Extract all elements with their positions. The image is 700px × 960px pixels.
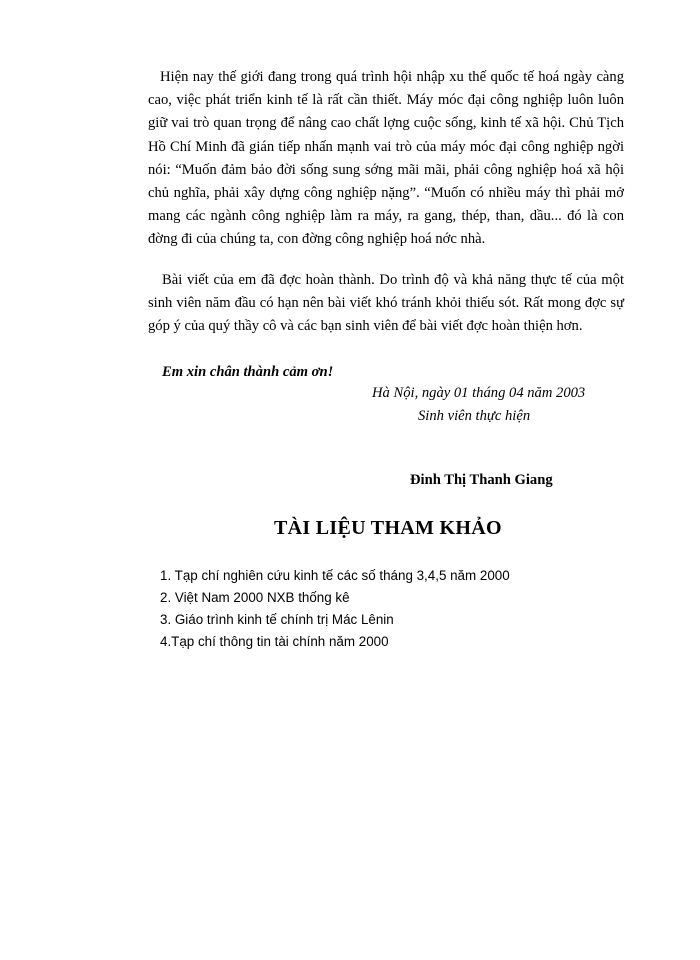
reference-item-2: 2. Việt Nam 2000 NXB thống kê	[160, 590, 350, 605]
body-paragraph-2: Bài viết của em đã đợc hoàn thành. Do trình độ và khả năng thực tế của một sinh viên năm đầu có hạn nên bài viết khó tránh khỏi thiếu sót. Rất mong đợc sự góp ý của quý thầy cô và các bạn sinh viên để bài viết đợc hoàn thiện hơn.	[148, 272, 624, 335]
thanks-line: Em xin chân thành cảm ơn!	[162, 364, 334, 380]
reference-item-4: 4.Tạp chí thông tin tài chính năm 2000	[160, 634, 389, 649]
references-title: TÀI LIỆU THAM KHẢO	[274, 517, 502, 539]
reference-item-3: 3. Giáo trình kinh tế chính trị Mác Lênin	[160, 612, 394, 627]
signature-role: Sinh viên thực hiện	[418, 408, 531, 424]
author-name: Đinh Thị Thanh Giang	[410, 472, 553, 488]
body-paragraph-1: Hiện nay thế giới đang trong quá trình hội nhập xu thế quốc tế hoá ngày càng cao, việc phát triển kinh tế là rất cần thiết. Máy móc đại công nghiệp luôn luôn giữ vai trò quan trọng để nâng cao chất lợng cuộc sống, kinh tế xã hội. Chủ Tịch Hồ Chí Minh đã gián tiếp nhấn mạnh vai trò của máy móc đại công nghiệp ngời nói: “Muốn đảm bảo đời sống sung sớng mãi mãi, phải công nghiệp hoá xã hội chủ nghĩa, phải xây dựng công nghiệp nặng”. “Muốn có nhiều máy thì phải mở mang các ngành công nghiệp làm ra máy, ra gang, thép, than, dầu... đó là con đờng đi của chúng ta, con đờng công nghiệp hoá nớc nhà.	[148, 69, 624, 248]
references-list	[160, 565, 510, 653]
reference-item-1: 1. Tạp chí nghiên cứu kinh tế các số tháng 3,4,5 năm 2000	[160, 568, 510, 583]
signature-date: Hà Nội, ngày 01 tháng 04 năm 2003	[372, 385, 586, 401]
